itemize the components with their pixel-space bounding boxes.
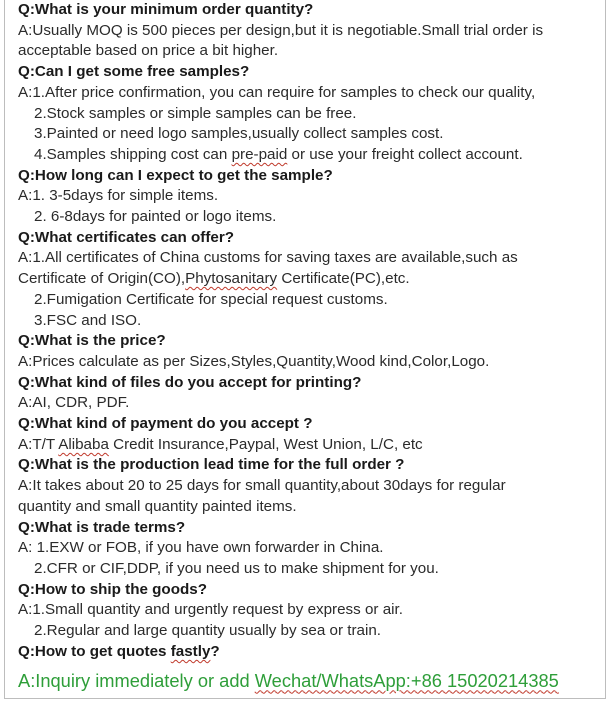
faq-list — [18, 0, 603, 663]
spellcheck-word: fastly — [170, 642, 211, 660]
faq-answer-line: acceptable based on price a bit higher. — [18, 42, 279, 60]
text-segment: A:T/T — [18, 435, 59, 453]
faq-question: Q:What kind of files do you accept for printing? — [18, 373, 362, 391]
faq-answer-line: A:AI, CDR, PDF. — [18, 394, 130, 412]
faq-question: Q:Can I get some free samples? — [18, 63, 250, 81]
faq-answer-line: 2. 6-8days for painted or logo items. — [34, 208, 277, 226]
text-segment: or use your freight collect account. — [287, 145, 523, 163]
faq-answer-line: A: 1.EXW or FOB, if you have own forwarder in China. — [18, 539, 384, 557]
faq-answer-line: A:Usually MOQ is 500 pieces per design,but it is negotiable.Small trial order is — [18, 21, 544, 39]
faq-answer-line: 3.FSC and ISO. — [34, 311, 142, 329]
contact-line — [18, 669, 603, 693]
faq-question: Q:What is the production lead time for the full order ? — [18, 456, 405, 474]
text-segment: Certificate of Origin(CO), — [18, 270, 186, 288]
faq-answer-line: 2.CFR or CIF,DDP, if you need us to make shipment for you. — [34, 559, 439, 577]
spellcheck-word: Phytosanitary — [185, 270, 278, 288]
faq-answer-line — [18, 269, 603, 290]
faq-answer-line — [18, 435, 603, 456]
faq-answer-line: quantity and small quantity painted items. — [18, 497, 297, 515]
faq-answer-line: A:1.After price confirmation, you can require for samples to check our quality, — [18, 83, 536, 101]
text-segment: Credit Insurance,Paypal, West Union, L/C, etc — [108, 435, 423, 453]
text-segment: 4.Samples shipping cost can — [34, 145, 232, 163]
faq-document — [18, 0, 603, 693]
contact-number: Wechat/WhatsApp:+86 15020214385 — [254, 669, 559, 691]
faq-question: Q:What is trade terms? — [18, 518, 186, 536]
faq-answer-line: A:Prices calculate as per Sizes,Styles,Quantity,Wood kind,Color,Logo. — [18, 352, 490, 370]
spellcheck-word: Alibaba — [58, 435, 109, 453]
faq-answer-line — [18, 145, 603, 166]
faq-question: Q:How long can I expect to get the sample? — [18, 166, 333, 184]
faq-question: Q:How to ship the goods? — [18, 580, 207, 598]
faq-answer-line: A:1.All certificates of China customs for saving taxes are available,such as — [18, 249, 518, 267]
faq-question: Q:What is your minimum order quantity? — [18, 1, 314, 18]
faq-question: Q:What is the price? — [18, 332, 166, 350]
faq-answer-line: 3.Painted or need logo samples,usually collect samples cost. — [34, 125, 444, 143]
text-segment: Certificate(PC),etc. — [277, 270, 410, 288]
contact-prefix: A:Inquiry immediately or add — [18, 669, 255, 691]
faq-question: Q:What certificates can offer? — [18, 228, 235, 246]
faq-question: Q:What kind of payment do you accept ? — [18, 415, 313, 433]
faq-answer-line: A:It takes about 20 to 25 days for small quantity,about 30days for regular — [18, 477, 506, 495]
faq-answer-line: A:1.Small quantity and urgently request by express or air. — [18, 601, 403, 619]
faq-answer-line: 2.Regular and large quantity usually by sea or train. — [34, 622, 381, 640]
spellcheck-word: pre-paid — [231, 145, 288, 163]
faq-answer-line: 2.Stock samples or simple samples can be free. — [34, 104, 357, 122]
text-segment: Q:How to get quotes — [18, 642, 171, 660]
text-segment: ? — [210, 642, 220, 660]
faq-answer-line: 2.Fumigation Certificate for special request customs. — [34, 290, 388, 308]
faq-question — [18, 642, 603, 663]
faq-answer-line: A:1. 3-5days for simple items. — [18, 187, 219, 205]
